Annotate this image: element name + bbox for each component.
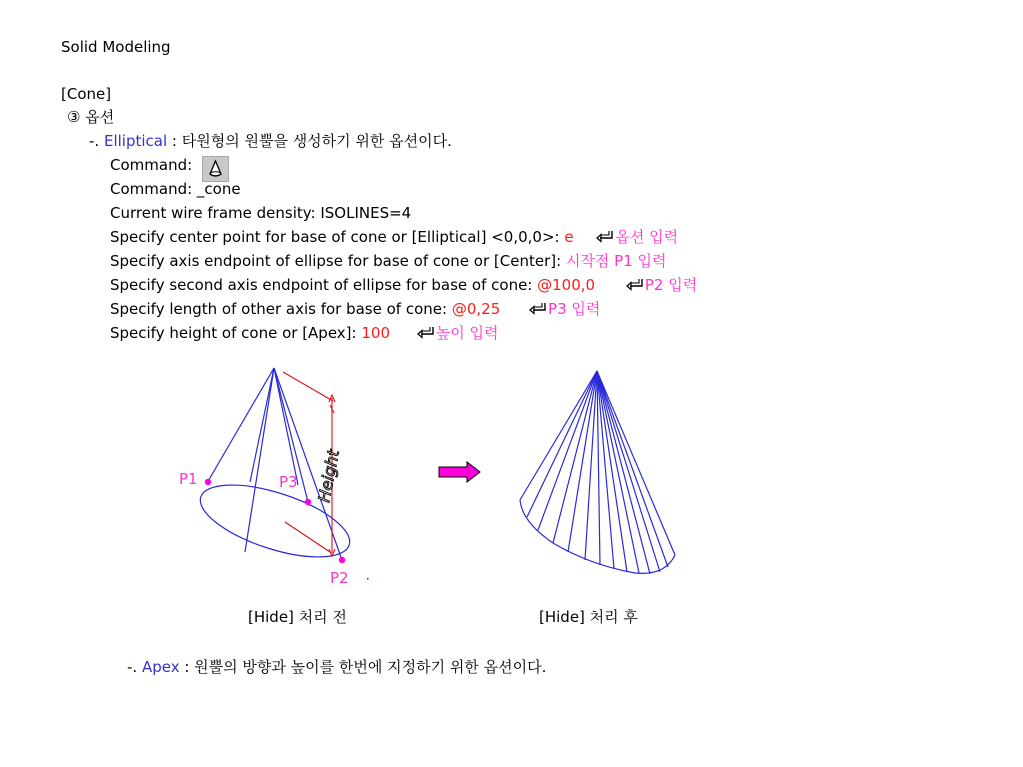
height-label: Height: [314, 448, 344, 504]
apex-bullet: -.: [127, 658, 138, 676]
p1-input-note: 시작점 P1 입력: [565, 252, 667, 270]
option-input-note: 옵션 입력: [615, 228, 679, 246]
section-heading: [Cone]: [61, 85, 112, 103]
caption-after-hide: [Hide] 처리 후: [539, 608, 638, 626]
p1-marker: [205, 479, 211, 485]
elliptical-input: e: [564, 228, 574, 246]
document-title: Solid Modeling: [61, 38, 171, 56]
cone-after-hide: [520, 371, 675, 574]
p2-coordinate-input: @100,0: [537, 276, 596, 294]
caption-before-hide: [Hide] 처리 전: [248, 608, 347, 626]
p3-coordinate-input: @0,25: [451, 300, 501, 318]
command-line-2: Command: _cone: [110, 180, 241, 198]
center-point-prompt: Specify center point for base of cone or [Elliptical] <0,0,0>:: [110, 228, 565, 246]
command-line-1: Command:: [110, 156, 193, 174]
option-heading: ③ 옵션: [67, 108, 115, 126]
p2-input-note: P2 입력: [644, 276, 698, 294]
height-input: 100: [361, 324, 390, 342]
p3-marker: [305, 499, 311, 505]
command-line-3: Current wire frame density: ISOLINES=4: [110, 204, 412, 222]
elliptical-keyword: Elliptical: [103, 132, 168, 150]
elliptical-description: : 타원형의 원뿔을 생성하기 위한 옵션이다.: [167, 132, 452, 150]
apex-line: [127, 658, 546, 676]
second-axis-prompt: Specify second axis endpoint of ellipse for base of cone:: [110, 276, 538, 294]
p3-input-note: P3 입력: [548, 300, 601, 318]
p3-label: P3: [279, 473, 298, 491]
right-arrow-icon: [439, 462, 480, 482]
small-dot: [367, 578, 369, 580]
apex-keyword: Apex: [141, 658, 180, 676]
axis-endpoint-prompt: Specify axis endpoint of ellipse for base of cone or [Center]:: [110, 252, 566, 270]
height-input-note: 높이 입력: [435, 324, 499, 342]
height-prompt: Specify height of cone or [Apex]:: [110, 324, 362, 342]
elliptical-bullet: -.: [89, 132, 100, 150]
apex-description: : 원뿔의 방향과 높이를 한번에 지정하기 위한 옵션이다.: [179, 658, 547, 676]
other-axis-prompt: Specify length of other axis for base of cone:: [110, 300, 452, 318]
p2-marker: [339, 557, 345, 563]
p2-label: P2: [330, 569, 349, 587]
p1-label: P1: [179, 470, 198, 488]
